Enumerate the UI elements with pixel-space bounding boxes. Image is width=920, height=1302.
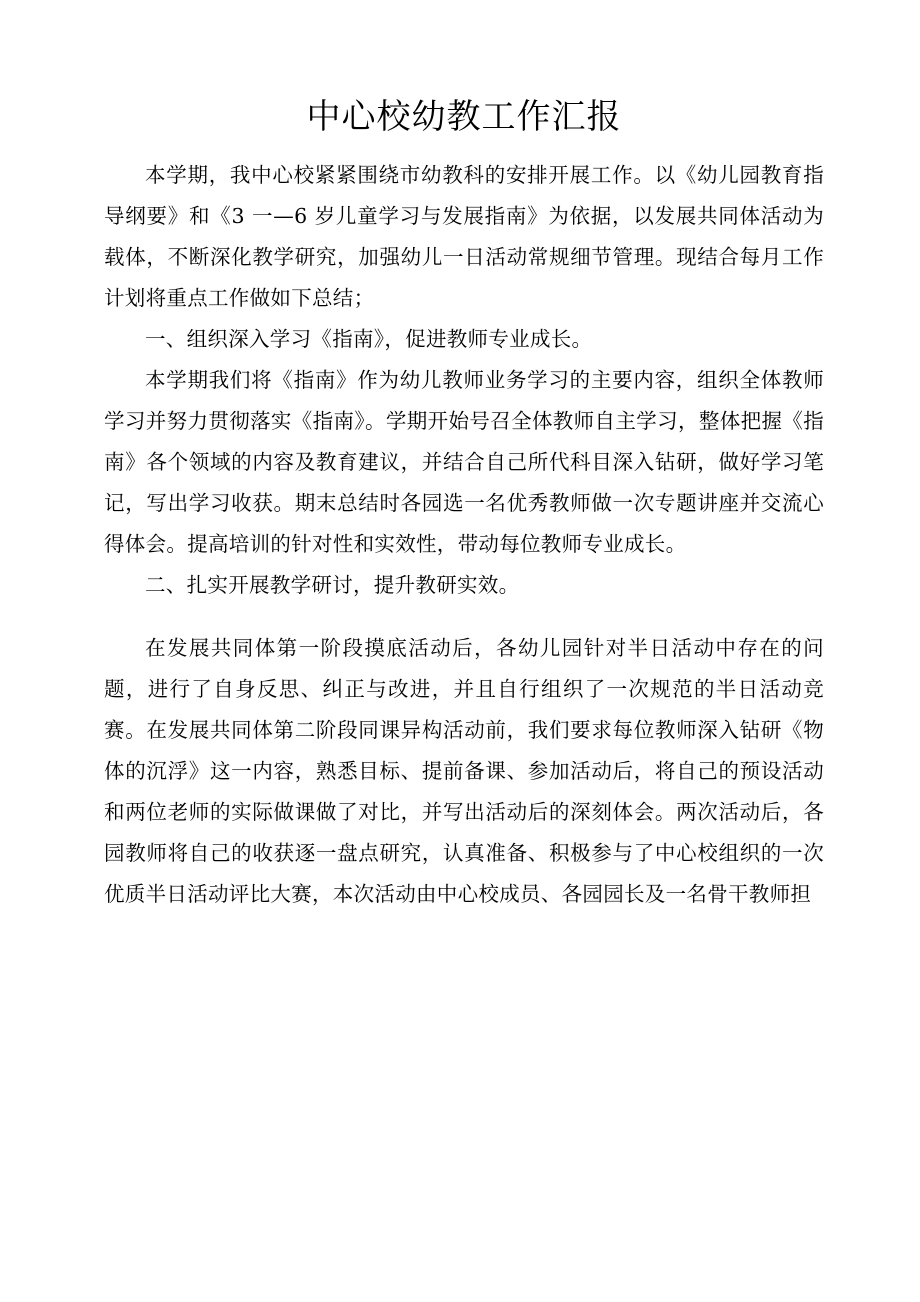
paragraph-heading-one: 一、组织深入学习《指南》，促进教师专业成长。 [145,326,593,351]
paragraph-heading-two: 二、扎实开展教学研讨，提升教研实效。 [145,572,520,597]
paragraph-intro: 本学期，我中心校紧紧围绕市幼教科的安排开展工作。以《幼儿园教育指导纲要》和《3 一—6 岁儿童学习与发展指南》为依据，以发展共同体活动为载体，不断深化教学研究，加强幼儿一日活动常规细节管理。现结合每月工作计划将重点工作做如下总结； [104,162,824,310]
paragraph-body-two: 在发展共同体第一阶段摸底活动后，各幼儿园针对半日活动中存在的问题，进行了自身反思、纠正与改进，并且自行组织了一次规范的半日活动竞赛。在发展共同体第二阶段同课异构活动前，我们要求每位教师深入钻研《物体的沉浮》这一内容，熟悉目标、提前备课、参加活动后，将自己的预设活动和两位老师的实际做课做了对比，并写出活动后的深刻体会。两次活动后，各园教师将自己的收获逐一盘点研究，认真准备、积极参与了中心校组织的一次优质半日活动评比大赛，本次活动由中心校成员、各园园长及一名骨干教师担 [104,635,824,906]
page-title: 中心校幼教工作汇报 [306,97,622,137]
paragraph-body-one: 本学期我们将《指南》作为幼儿教师业务学习的主要内容，组织全体教师学习并努力贯彻落实《指南》。学期开始号召全体教师自主学习，整体把握《指南》各个领域的内容及教育建议，并结合自己所代科目深入钻研，做好学习笔记，写出学习收获。期末总结时各园选一名优秀教师做一次专题讲座并交流心得体会。提高培训的针对性和实效性，带动每位教师专业成长。 [104,367,824,556]
